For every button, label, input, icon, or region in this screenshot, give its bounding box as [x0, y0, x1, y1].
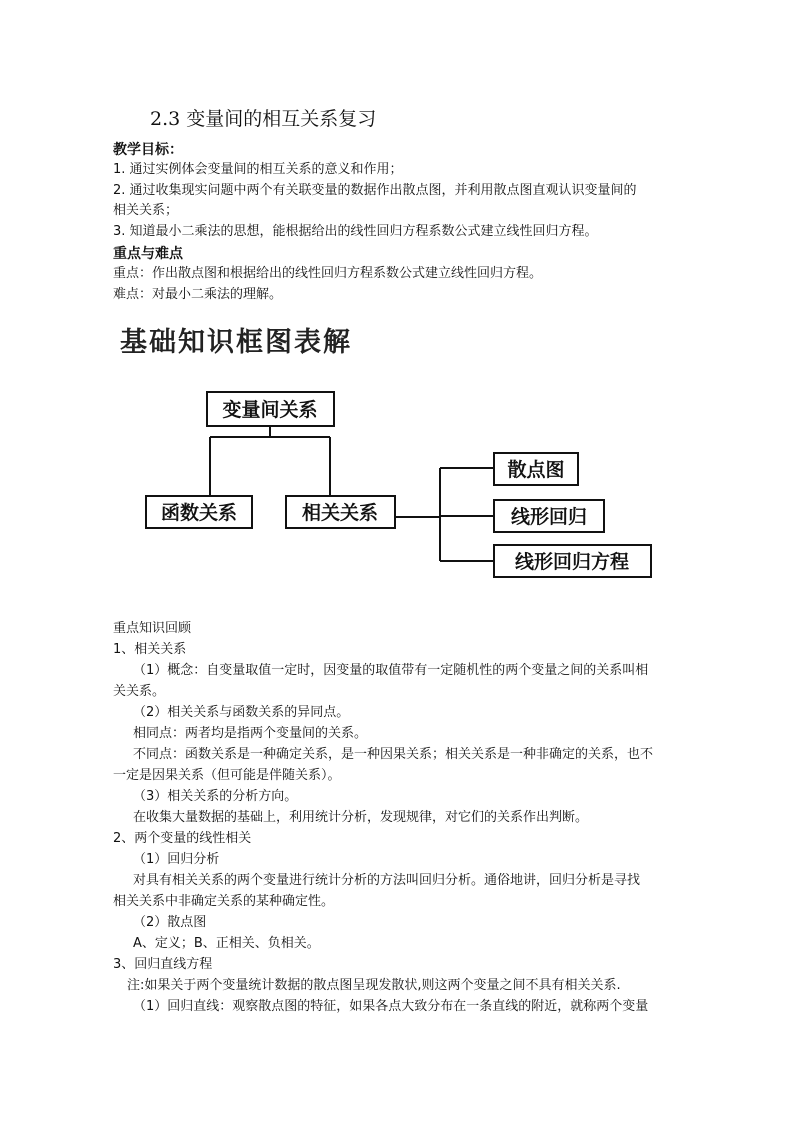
objective-line: 1. 通过实例体会变量间的相互关系的意义和作用；	[113, 162, 403, 177]
review-line: 一定是因果关系（但可能是伴随关系）。	[113, 768, 341, 783]
objectives-heading: 教学目标：	[113, 142, 183, 158]
key-point-line: 重点：作出散点图和根据给出的线性回归方程系数公式建立线性回归方程。	[113, 266, 543, 281]
review-line: 不同点：函数关系是一种确定关系，是一种因果关系；相关关系是一种非确定的关系，也不	[133, 747, 654, 762]
diagram-connectors	[210, 426, 494, 561]
key-points-heading: 重点与难点	[113, 246, 183, 262]
review-line: A、定义；B、正相关、负相关。	[133, 936, 320, 951]
difficult-point-line: 难点：对最小二乘法的理解。	[113, 287, 283, 302]
review-line: 相同点：两者均是指两个变量间的关系。	[133, 726, 368, 741]
scatter-plot-label: 散点图	[507, 459, 565, 481]
review-line: （1）概念：自变量取值一定时，因变量的取值带有一定随机性的两个变量之间的关系叫相	[133, 663, 649, 678]
page-title: 2.3 变量间的相互关系复习	[150, 108, 377, 130]
concept-diagram	[0, 380, 794, 590]
diagram-title: 基础知识框图表解	[120, 327, 352, 358]
correlation-label: 相关关系	[301, 502, 379, 524]
objective-line: 3. 知道最小二乘法的思想，能根据给出的线性回归方程系数公式建立线性回归方程。	[113, 224, 598, 239]
review-line: 在收集大量数据的基础上，利用统计分析，发现规律，对它们的关系作出判断。	[133, 810, 589, 825]
review-note: 注:如果关于两个变量统计数据的散点图呈现发散状,则这两个变量之间不具有相关关系.	[127, 978, 621, 993]
section-heading: 3、回归直线方程	[113, 957, 213, 972]
review-line: （1）回归直线：观察散点图的特征，如果各点大致分布在一条直线的附近，就称两个变量	[133, 999, 649, 1014]
review-line: （3）相关关系的分析方向。	[133, 789, 298, 804]
linear-regression-label: 线形回归	[510, 506, 588, 528]
review-line: 对具有相关关系的两个变量进行统计分析的方法叫回归分析。通俗地讲，回归分析是寻找	[133, 873, 641, 888]
root-label: 变量间关系	[222, 399, 318, 421]
review-line: （2）相关关系与函数关系的异同点。	[133, 705, 350, 720]
review-line: （2）散点图	[133, 915, 207, 930]
function-relation-label: 函数关系	[160, 502, 238, 524]
review-line: 相关关系中非确定关系的某种确定性。	[113, 894, 335, 909]
review-line: （1）回归分析	[133, 852, 220, 867]
objective-line: 2. 通过收集现实问题中两个有关联变量的数据作出散点图，并利用散点图直观认识变量间的	[113, 183, 637, 198]
review-line: 关关系。	[113, 684, 166, 699]
review-heading: 重点知识回顾	[113, 621, 192, 636]
objective-line: 相关关系；	[113, 203, 179, 218]
section-heading: 1、相关关系	[113, 642, 187, 657]
section-heading: 2、两个变量的线性相关	[113, 831, 252, 846]
regression-equation-label: 线形回归方程	[514, 551, 630, 573]
